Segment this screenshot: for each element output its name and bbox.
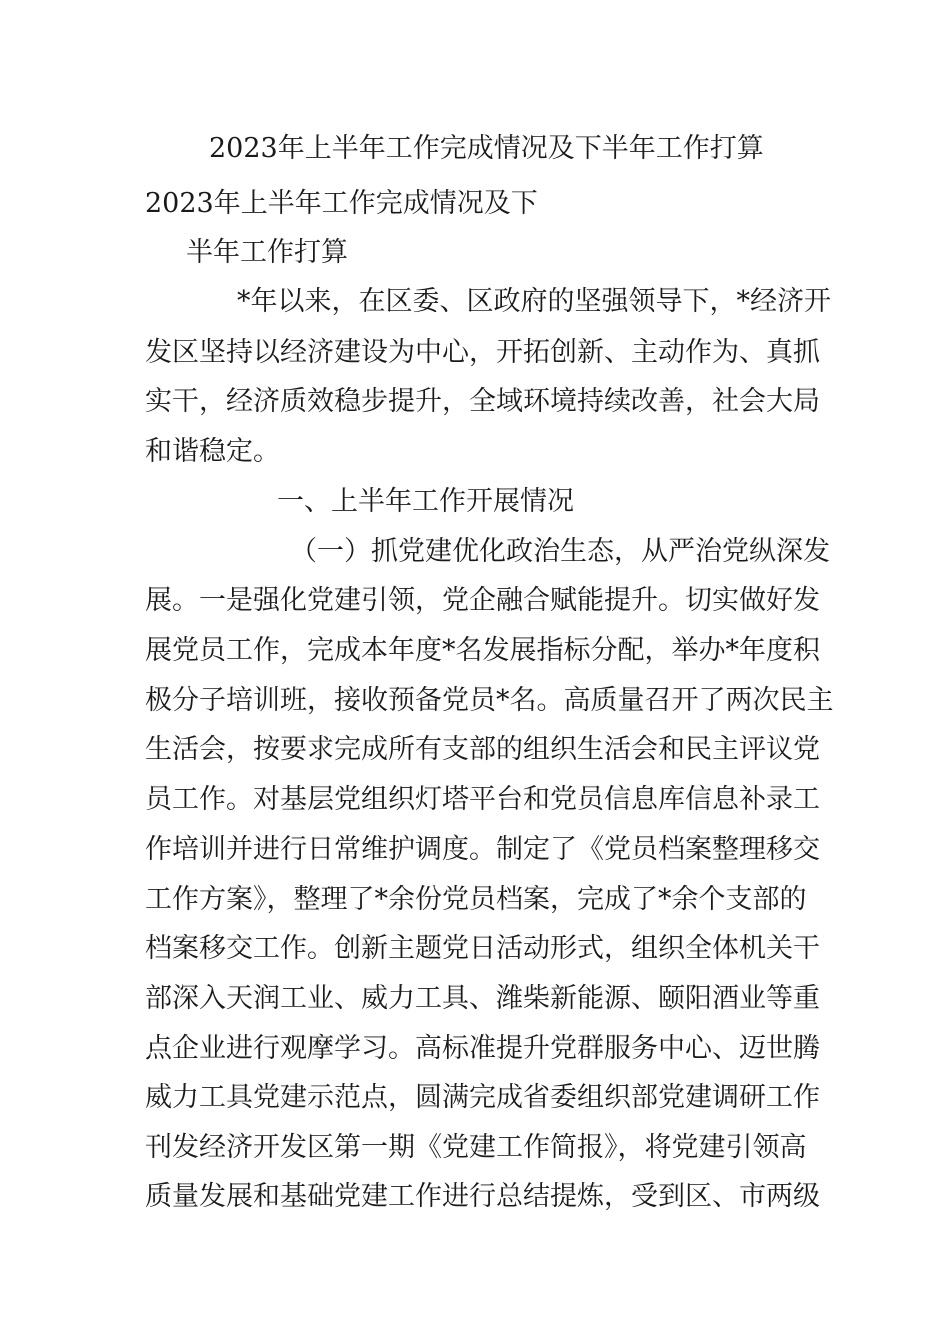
- paragraph-line: 工作方案》，整理了*余份党员档案，完成了*余个支部的: [145, 884, 807, 915]
- paragraph-line: 生活会，按要求完成所有支部的组织生活会和民主评议党: [145, 734, 820, 765]
- paragraph-line: 展党员工作，完成本年度*名发展指标分配，举办*年度积: [145, 635, 820, 666]
- paragraph-line: 员工作。对基层党组织灯塔平台和党员信息库信息补录工: [145, 784, 820, 815]
- paragraph-line: 刊发经济开发区第一期《党建工作简报》，将党建引领高: [145, 1132, 807, 1163]
- document-title: 2023年上半年工作完成情况及下半年工作打算: [209, 133, 764, 164]
- paragraph-line: 档案移交工作。创新主题党日活动形式，组织全体机关干: [145, 933, 820, 964]
- intro-line: 和谐稳定。: [145, 436, 280, 467]
- intro-line: *年以来，在区委、区政府的坚强领导下，*经济开: [237, 286, 831, 317]
- paragraph-line: 部深入天润工业、威力工具、潍柴新能源、颐阳酒业等重: [145, 983, 820, 1014]
- paragraph-line: 展。一是强化党建引领，党企融合赋能提升。切实做好发: [145, 585, 820, 616]
- intro-line: 实干，经济质效稳步提升，全域环境持续改善，社会大局: [145, 386, 820, 417]
- section-heading: 一、上半年工作开展情况: [277, 486, 574, 517]
- intro-line: 发区坚持以经济建设为中心，开拓创新、主动作为、真抓: [145, 337, 820, 368]
- subtitle-line-2: 半年工作打算: [186, 237, 348, 268]
- paragraph-line: 作培训并进行日常维护调度。制定了《党员档案整理移交: [145, 834, 820, 865]
- paragraph-line: 极分子培训班，接收预备党员*名。高质量召开了两次民主: [145, 685, 834, 716]
- subtitle-line-1: 2023年上半年工作完成情况及下: [145, 188, 538, 219]
- paragraph-line: （一）抓党建优化政治生态，从严治党纵深发: [290, 536, 830, 567]
- paragraph-line: 质量发展和基础党建工作进行总结提炼，受到区、市两级: [145, 1181, 820, 1212]
- paragraph-line: 点企业进行观摩学习。高标准提升党群服务中心、迈世腾: [145, 1033, 820, 1064]
- paragraph-line: 威力工具党建示范点，圆满完成省委组织部党建调研工作: [145, 1082, 820, 1113]
